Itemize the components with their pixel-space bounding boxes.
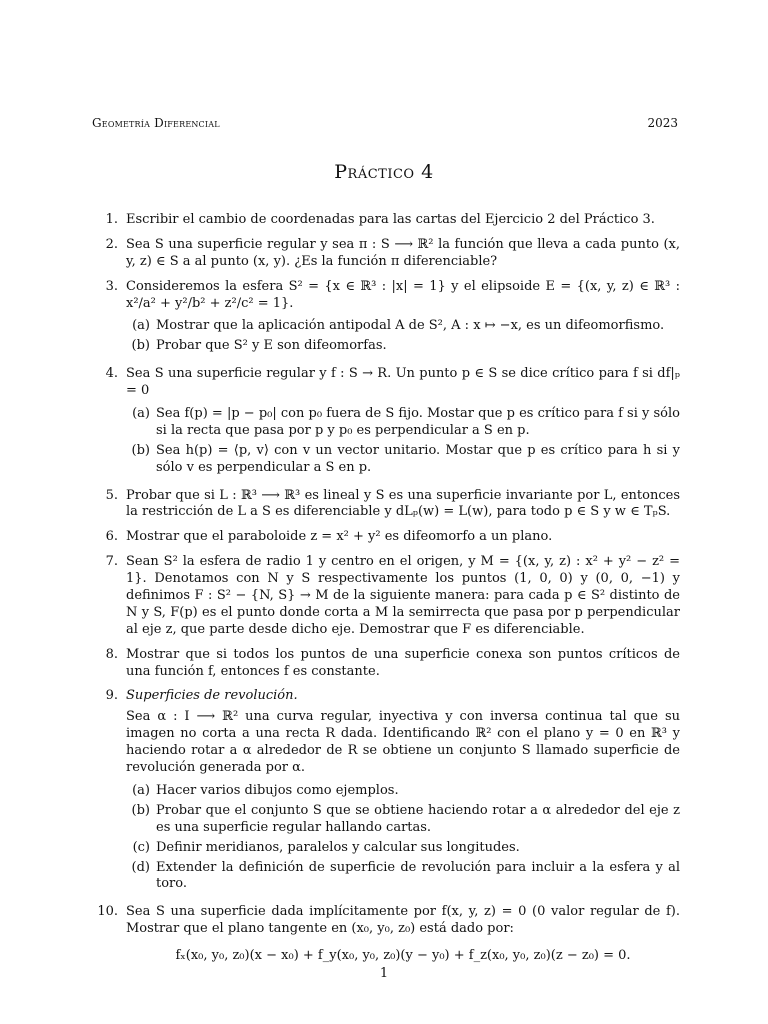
sub-item-text: Sea h(p) = ⟨p, v⟩ con v un vector unitario. Mostar que p es crítico para h si y sólo v es perpendicular a S en p. (156, 442, 680, 475)
exercise-10 (92, 904, 680, 969)
sub-item-label: (c) (132, 839, 150, 855)
exercise-7 (92, 554, 680, 638)
exercise-text: Mostrar que el paraboloide z = x² + y² es difeomorfo a un plano. (126, 529, 553, 545)
sub-item-label: (b) (131, 802, 150, 818)
exercise-text: Probar que si L : ℝ³ ⟶ ℝ³ es lineal y S es una superficie invariante por L, entonces la restricción de L a S es diferenciable y dLₚ(w) = L(w), para todo p ∈ S y w ∈ TₚS. (126, 487, 680, 520)
sub-item-list (126, 406, 680, 477)
display-equation: fₓ(x₀, y₀, z₀)(x − x₀) + f_y(x₀, y₀, z₀)(y − y₀) + f_z(x₀, y₀, z₀)(z − z₀) = 0. (175, 948, 631, 964)
sub-item-label: (a) (132, 318, 150, 334)
sub-item-label: (a) (132, 406, 150, 422)
exercise-text: Escribir el cambio de coordenadas para las cartas del Ejercicio 2 del Práctico 3. (126, 212, 655, 227)
exercise-number: 7. (105, 554, 118, 570)
sub-item-label: (b) (131, 338, 150, 354)
course-name: Geometría Diferencial (92, 116, 220, 130)
exercise-text: Consideremos la esfera S² = {x ∈ ℝ³ : |x| = 1} y el elipsoide E = {(x, y, z) ∈ ℝ³ : x²/a² + y²/b² + z²/c² = 1}. (126, 278, 680, 311)
exercise-number: 6. (105, 529, 118, 545)
exercise-6 (92, 529, 680, 546)
page-number: 1 (379, 966, 389, 981)
sub-item (126, 338, 680, 355)
sub-item-label: (b) (131, 442, 150, 458)
sub-item-text: Hacer varios dibujos como ejemplos. (156, 782, 399, 798)
sub-item-list (126, 318, 680, 355)
exercise-list (92, 212, 680, 977)
exercise-text: Sea S una superficie dada implícitamente por f(x, y, z) = 0 (0 valor regular de f). Mostrar que el plano tangente en (x₀, y₀, z₀) está dado por: (126, 904, 680, 937)
exercise-3 (92, 279, 680, 359)
exercise-text: Sea S una superficie regular y sea π : S ⟶ ℝ² la función que lleva a cada punto (x, y, z) ∈ S a al punto (x, y). ¿Es la función π diferenciable? (126, 236, 680, 269)
page-header (92, 116, 678, 132)
exercise-2 (92, 237, 680, 271)
exercise-9 (92, 688, 680, 896)
sub-item-text: Probar que el conjunto S que se obtiene haciendo rotar a α alrededor del eje z es una superficie regular hallando cartas. (156, 802, 680, 835)
sub-item-text: Mostrar que la aplicación antipodal A de S², A : x ↦ −x, es un difeomorfismo. (156, 318, 665, 334)
exercise-text: Mostrar que si todos los puntos de una superficie conexa son puntos críticos de una función f, entonces f es constante. (126, 646, 680, 679)
exercise-5 (92, 488, 680, 522)
exercise-heading: Superficies de revolución. (126, 688, 298, 704)
sub-item-text: Probar que S² y E son difeomorfas. (156, 338, 387, 354)
sub-item-label: (a) (132, 782, 150, 798)
exercise-number: 5. (105, 487, 118, 503)
sub-item (126, 840, 680, 857)
sub-item-label: (d) (131, 859, 150, 875)
exercise-8 (92, 647, 680, 681)
exercise-number: 10. (97, 904, 118, 920)
exercise-number: 8. (105, 646, 118, 662)
exercise-paragraph: Sea α : I ⟶ ℝ² una curva regular, inyectiva y con inversa continua tal que su imagen no corta a una recta R dada. Identificando ℝ² con el plano y = 0 en ℝ³ y haciendo rotar a α alrededor de R se obtiene un conjunto S llamado superficie de revolución generada por α. (126, 709, 680, 776)
exercise-number: 4. (105, 366, 118, 382)
exercise-1 (92, 212, 680, 229)
sub-item-text: Definir meridianos, paralelos y calcular sus longitudes. (156, 839, 520, 855)
exercise-number: 1. (105, 212, 118, 227)
exercise-text: Sean S² la esfera de radio 1 y centro en el origen, y M = {(x, y, z) : x² + y² − z² = 1}. Denotamos con N y S respectivamente los puntos (1, 0, 0) y (0, 0, −1) y definimos F : S² − {N, S} → M de la siguiente manera: para cada p ∈ S² distinto de N y S, F(p) es el punto donde corta a M la semirrecta que pasa por p perpendicular al eje z, que parte desde dicho eje. Demostrar que F es diferenciable. (126, 554, 680, 637)
sub-item (126, 860, 680, 894)
sub-item-text: Sea f(p) = |p − p₀| con p₀ fuera de S fijo. Mostar que p es crítico para f si y sólo si la recta que pasa por p y p₀ es perpendicular a S en p. (156, 406, 680, 438)
sub-item-text: Extender la definición de superficie de revolución para incluir a la esfera y al toro. (156, 859, 680, 892)
exercise-text: Sea S una superficie regular y f : S → R. Un punto p ∈ S se dice crítico para f si df|ₚ = 0 (126, 366, 680, 399)
exercise-number: 2. (105, 236, 118, 252)
year: 2023 (647, 116, 678, 130)
exercise-number: 9. (105, 688, 118, 704)
page-title: Práctico 4 (334, 161, 434, 183)
sub-item (126, 783, 680, 800)
sub-item (126, 318, 680, 335)
exercise-number: 3. (105, 278, 118, 294)
sub-item (126, 443, 680, 477)
sub-item (126, 406, 680, 440)
sub-item-list (126, 783, 680, 893)
exercise-4 (92, 366, 680, 479)
sub-item (126, 803, 680, 837)
